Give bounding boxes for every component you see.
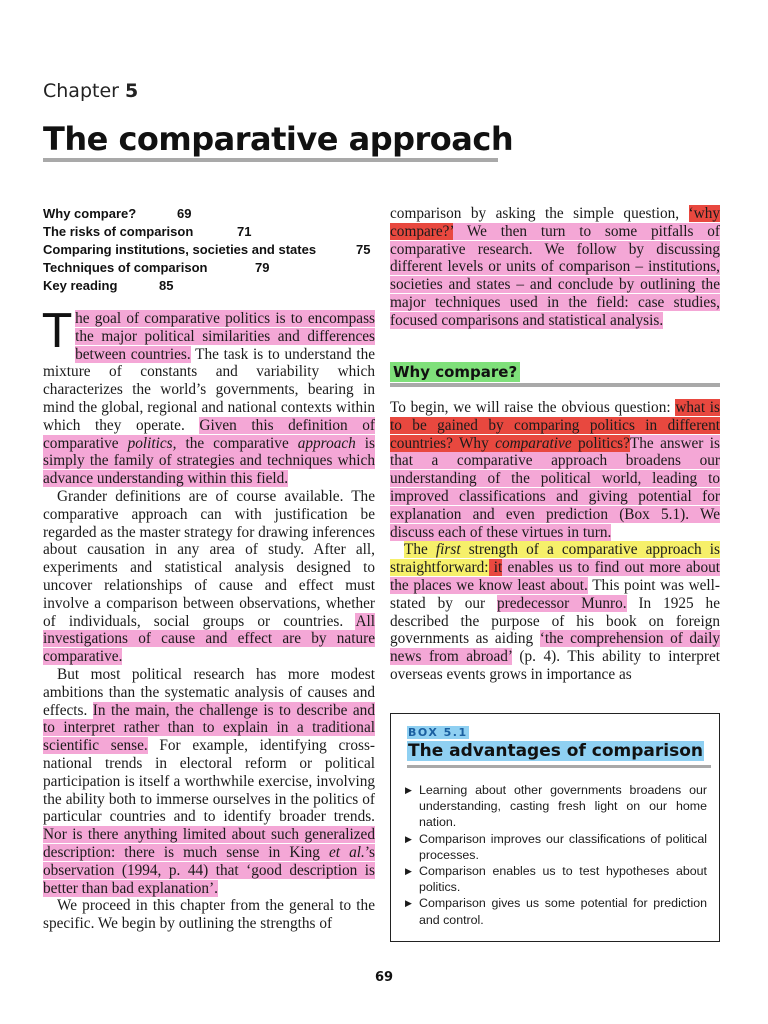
highlighted-text: enables us to find out more about the places we know least about. [390, 559, 720, 594]
toc-item-page: 71 [237, 224, 252, 239]
italic-text: approach [297, 434, 356, 452]
box-label: BOX 5.1 [408, 726, 468, 739]
text-run: Given this definition of comparative [43, 416, 375, 452]
list-item-text: Comparison improves our classifications of political processes. [419, 831, 707, 862]
box-title: The advantages of comparison [408, 741, 703, 761]
body-text: Grander definitions are of course available. The comparative approach can with justification be regarded as the master strategy for drawing inferences about causation in any area of study. After all, experiments and statistical analysis designed to uncover relationships of cause and effect must involve a comparison between observations, whether of individuals, social groups or countries. [43, 487, 375, 630]
toc-item [43, 259, 375, 277]
highlighted-text: ‘the comprehension of daily news from abroad’ [390, 630, 720, 666]
paragraph [390, 541, 720, 683]
paragraph: We proceed in this chapter from the general to the specific. We begin by outlining the strengths of [43, 897, 375, 933]
toc-item [43, 223, 375, 241]
highlighted-text: All investigations of cause and effect are by nature comparative. [43, 612, 375, 666]
toc-item-title: Key reading [43, 278, 118, 293]
highlighted-text: The answer is that a comparative approach broadens our understanding of the political world, leading to improved classifications and giving potential for explanation and even prediction (Box 5.1). We discuss each of these virtues in turn. [390, 434, 721, 541]
red-highlighted-text: it [488, 559, 503, 577]
page-number: 69 [374, 970, 394, 985]
text-run: strength of a comparative approach is straightforward: [390, 541, 720, 577]
chapter-number: 5 [125, 80, 139, 102]
toc-item-page: 79 [255, 260, 270, 275]
list-item [405, 782, 707, 831]
text-run: Nor is there anything limited about such generalized description: there is much sense in King [43, 826, 375, 861]
paragraph [390, 205, 720, 330]
toc-item [43, 277, 375, 295]
highlighted-text: predecessor Munro. [497, 594, 627, 612]
chapter-word: Chapter [43, 80, 119, 102]
list-item [405, 895, 707, 927]
body-text: In 1925 he described the purpose of his book on foreign governments as aiding [390, 594, 720, 648]
body-text: (p. 4). This ability to interpret overseas events grows in importance as [390, 648, 721, 683]
body-text: To begin, we will raise the obvious question: [390, 399, 676, 416]
title-rule [43, 158, 498, 162]
red-highlighted-text: ‘why compare?’ [390, 205, 720, 240]
text-run: is simply the family of strategies and techniques which advance understanding within this field. [43, 434, 376, 488]
toc-item [43, 241, 375, 259]
text-run: ’s observation (1994, p. 44) that ‘good description is better than bad explanation’. [43, 843, 376, 897]
toc-item-title: The risks of comparison [43, 224, 194, 239]
highlighted-text: In the main, the challenge is to describe and to interpret rather than to explain in a traditional scientific sense. [43, 701, 375, 755]
paragraph [43, 666, 375, 897]
toc-item-title: Why compare? [43, 206, 137, 221]
paragraph [43, 488, 375, 666]
text-run: The [404, 541, 436, 559]
chapter-contents [43, 205, 375, 295]
toc-item-page: 85 [159, 278, 174, 293]
bullet-arrow-icon: ▶ [405, 785, 412, 795]
drop-cap: T [43, 304, 72, 358]
italic-text: et al. [328, 843, 365, 861]
highlighted-text: he goal of comparative politics is to encompass the major political similarities and differences between countries. [75, 310, 375, 363]
right-column-body [390, 399, 720, 684]
advantages-box [390, 713, 720, 942]
list-item-text: Comparison gives us some potential for prediction and control. [419, 896, 707, 927]
list-item-text: Comparison enables us to test hypotheses about politics. [419, 864, 707, 895]
body-text: But most political research has more modest ambitions than the systematic analysis of causes and effects. [43, 665, 375, 719]
highlighted-text [43, 826, 375, 896]
bullet-arrow-icon: ▶ [405, 833, 412, 844]
body-text: The task is to understand the mixture of constants and variability which characterizes the world’s governments, bearing in mind the global, regional and national contexts within which they operate. [43, 345, 376, 434]
toc-item [43, 205, 375, 223]
section-heading: Why compare? [390, 362, 520, 382]
chapter-label [43, 80, 138, 102]
italic-text: politics, [127, 434, 177, 452]
italic-text: first [435, 541, 461, 559]
list-item [405, 863, 707, 895]
toc-item-page: 75 [356, 242, 371, 257]
box-list [405, 782, 707, 928]
list-item [405, 831, 707, 863]
section-rule [390, 383, 720, 387]
highlighted-text: We then turn to some pitfalls of comparative research. We follow by discussing different levels or units of comparison – institutions, societies and states – and conclude by outlining the major techniques used in the field: case studies, focused comparisons and statistical analysis. [390, 222, 720, 329]
paragraph [390, 399, 720, 541]
list-item-text: Learning about other governments broadens our understanding, casting fresh light on our home nation. [419, 783, 707, 830]
body-text: comparison by asking the simple question, [390, 205, 689, 222]
toc-item-title: Comparing institutions, societies and states [43, 242, 317, 257]
text-run: politics? [571, 434, 630, 452]
toc-item-title: Techniques of comparison [43, 260, 208, 275]
right-column-intro [390, 205, 720, 330]
box-rule [407, 765, 711, 768]
bullet-arrow-icon: ▶ [405, 898, 412, 909]
chapter-title: The comparative approach [43, 120, 514, 158]
italic-text: comparative [495, 434, 572, 452]
paragraph [43, 304, 376, 488]
text-run: what is to be gained by comparing politics in different countries? Why [390, 399, 720, 452]
body-text: For example, identifying cross-national trends in electoral reform or political participation is itself a worthwhile exercise, involving the ability both to immerse ourselves in the politics of particular countries and to identify broader trends. [43, 737, 375, 826]
body-text: This point was well-stated by our [390, 576, 721, 612]
toc-item-page: 69 [177, 206, 192, 221]
left-column [43, 304, 376, 933]
bullet-arrow-icon: ▶ [405, 866, 412, 877]
text-run: the comparative [176, 434, 298, 452]
